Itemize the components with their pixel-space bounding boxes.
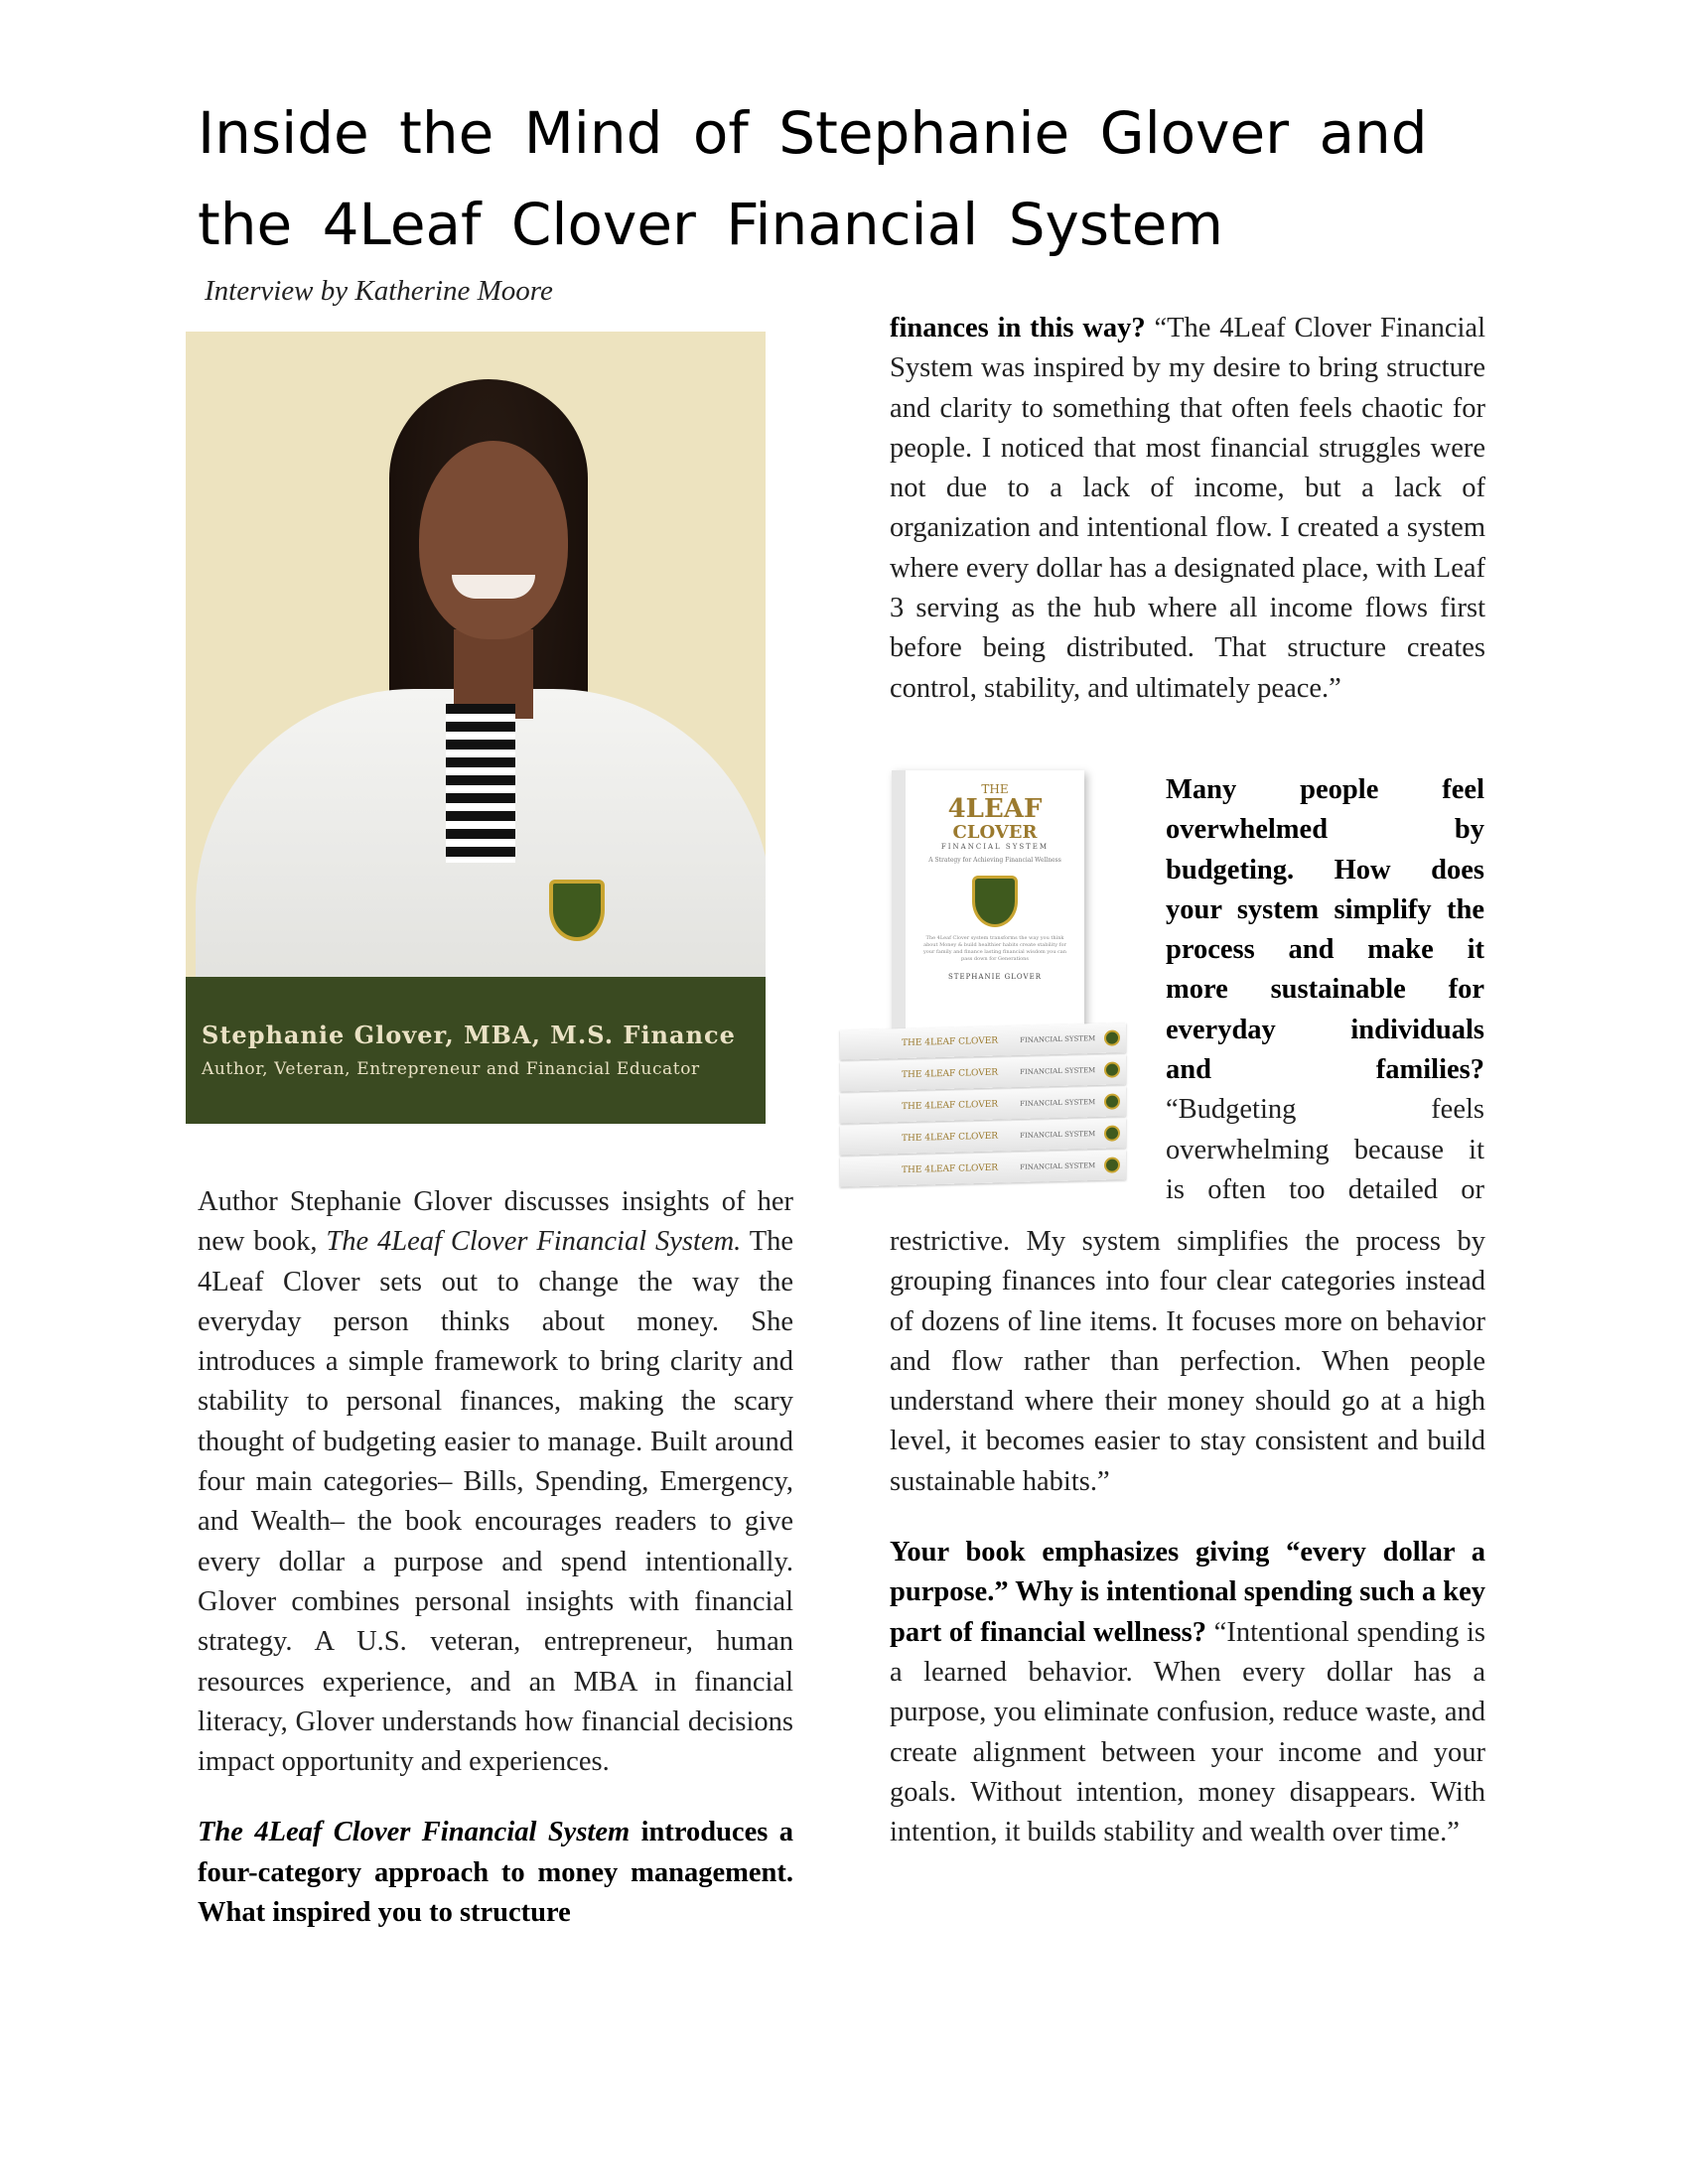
right-column-lower — [890, 1222, 1485, 1883]
cover-clover: CLOVER — [952, 822, 1038, 843]
spine-title: THE 4LEAF CLOVER — [902, 1099, 999, 1113]
shield-badge-icon — [549, 880, 605, 941]
q2-line: process and make it — [1166, 934, 1484, 966]
spine-sub: FINANCIAL SYSTEM — [1020, 1130, 1096, 1141]
q2-answer-line: “Budgeting feels — [1166, 1094, 1484, 1126]
book-stack — [840, 1026, 1126, 1185]
question-2-wrap — [1166, 770, 1484, 1210]
spine-clover-icon — [1104, 1157, 1120, 1172]
spine-clover-icon — [1104, 1029, 1120, 1045]
q1-book-title: The 4Leaf Clover Financial System — [198, 1817, 631, 1848]
q2-line: more sustainable for — [1166, 974, 1484, 1006]
question-1-start — [198, 1813, 793, 1933]
spine-sub: FINANCIAL SYSTEM — [1020, 1066, 1096, 1077]
cover-the: THE — [981, 782, 1009, 796]
caption-role: Author, Veteran, Entrepreneur and Financial Educator — [202, 1059, 700, 1079]
article-title: Inside the Mind of Stephanie Glover and the 4Leaf Clover Financial System — [198, 99, 1428, 258]
book-spine — [840, 1023, 1126, 1060]
spine-clover-icon — [1104, 1061, 1120, 1077]
portrait-face — [419, 441, 568, 639]
q2-line: Many people feel — [1166, 774, 1484, 805]
book-spine — [840, 1150, 1126, 1187]
book-spine — [840, 1086, 1126, 1124]
q1-question-left: introduces a four-category approach to money management. What inspired you to structure — [198, 1817, 793, 1929]
portrait-shirt — [446, 704, 515, 863]
author-portrait — [186, 332, 766, 1124]
q2-line: budgeting. How does — [1166, 854, 1484, 886]
intro-book-title: The 4Leaf Clover Financial System. — [326, 1226, 742, 1258]
book-cover — [892, 770, 1084, 1033]
portrait-smile — [452, 575, 535, 599]
q1-question-right: finances in this way? — [890, 313, 1146, 343]
answer-1 — [890, 309, 1485, 709]
left-column — [198, 1182, 793, 1964]
spine-title: THE 4LEAF CLOVER — [902, 1067, 999, 1081]
intro-paragraph — [198, 1182, 793, 1782]
q2-line: everyday individuals — [1166, 1014, 1484, 1045]
question-3 — [890, 1533, 1485, 1852]
spine-sub: FINANCIAL SYSTEM — [1020, 1161, 1096, 1172]
q2-answer-line: is often too detailed or — [1166, 1173, 1484, 1205]
answer-2-rest: restrictive. My system simplifies the process by grouping finances into four clear categories instead of dozens of line items. It focuses more on behavior and flow rather than perfection. When people understand where their money should go at a high level, it becomes easier to stay consistent and build sustainable habits.” — [890, 1226, 1485, 1497]
spine-title: THE 4LEAF CLOVER — [902, 1131, 999, 1145]
spine-title: THE 4LEAF CLOVER — [902, 1162, 999, 1176]
cover-tagline: A Strategy for Achieving Financial Wellness — [928, 857, 1061, 864]
right-column — [890, 309, 1485, 740]
q2-line: your system simplify the — [1166, 893, 1484, 925]
book-spine — [840, 1054, 1126, 1092]
spine-sub: FINANCIAL SYSTEM — [1020, 1034, 1096, 1045]
clover-shield-icon — [972, 876, 1018, 927]
q3-answer: “Intentional spending is a learned behavior. When every dollar has a purpose, you eliminate confusion, reduce waste, and create alignment between your income and your goals. Without intention, money disappears. With intention, it builds stability and wealth over time.” — [890, 1616, 1486, 1848]
caption-name: Stephanie Glover, MBA, M.S. Finance — [202, 1021, 736, 1049]
q2-line: overwhelmed by — [1166, 814, 1484, 846]
spine-sub: FINANCIAL SYSTEM — [1020, 1098, 1096, 1109]
q3-question: Your book emphasizes giving “every dollar a purpose.” Why is intentional spending such a key part of financial wellness? — [890, 1537, 1485, 1648]
cover-system: FINANCIAL SYSTEM — [940, 843, 1050, 851]
spine-title: THE 4LEAF CLOVER — [902, 1035, 999, 1049]
portrait-caption — [186, 977, 766, 1124]
byline: Interview by Katherine Moore — [205, 275, 553, 307]
spine-clover-icon — [1104, 1093, 1120, 1109]
cover-4leaf: 4LEAF — [947, 794, 1043, 824]
cover-blurb: The 4Leaf Clover system transforms the way you think about Money & build healthier habits create stability for your family and finance lasting financial wisdom you can pass down for Generations — [922, 935, 1067, 962]
book-spine — [840, 1118, 1126, 1156]
spine-clover-icon — [1104, 1125, 1120, 1141]
intro-text-end: The 4Leaf Clover sets out to change the way the everyday person thinks about money. She introduces a simple framework to bring clarity and stability to personal finances, making the scary thought of budgeting easier to manage. Built around four main categories– Bills, Spending, Emergency, and Wealth– the book encourages readers to give every dollar a purpose and spend intentionally. Glover combines personal insights with financial strategy. A U.S. veteran, entrepreneur, human resources experience, and an MBA in financial literacy, Glover understands how financial decisions impact opportunity and experiences. — [198, 1226, 794, 1778]
q1-answer: “The 4Leaf Clover Financial System was inspired by my desire to bring structure and clarity to something that often feels chaotic for people. I noticed that most financial struggles were not due to a lack of income, but a lack of organization and intentional flow. I created a system where every dollar has a designated place, with Leaf 3 serving as the hub where all income flows first before being distributed. That structure creates control, stability, and ultimately peace.” — [890, 313, 1485, 704]
cover-author: STEPHANIE GLOVER — [948, 973, 1042, 981]
q2-answer-line: overwhelming because it — [1166, 1134, 1484, 1165]
intro-text-start: Author Stephanie Glover discusses insights of her new book, — [198, 1186, 793, 1258]
q2-line: and families? — [1166, 1054, 1484, 1086]
book-image — [840, 770, 1138, 1195]
